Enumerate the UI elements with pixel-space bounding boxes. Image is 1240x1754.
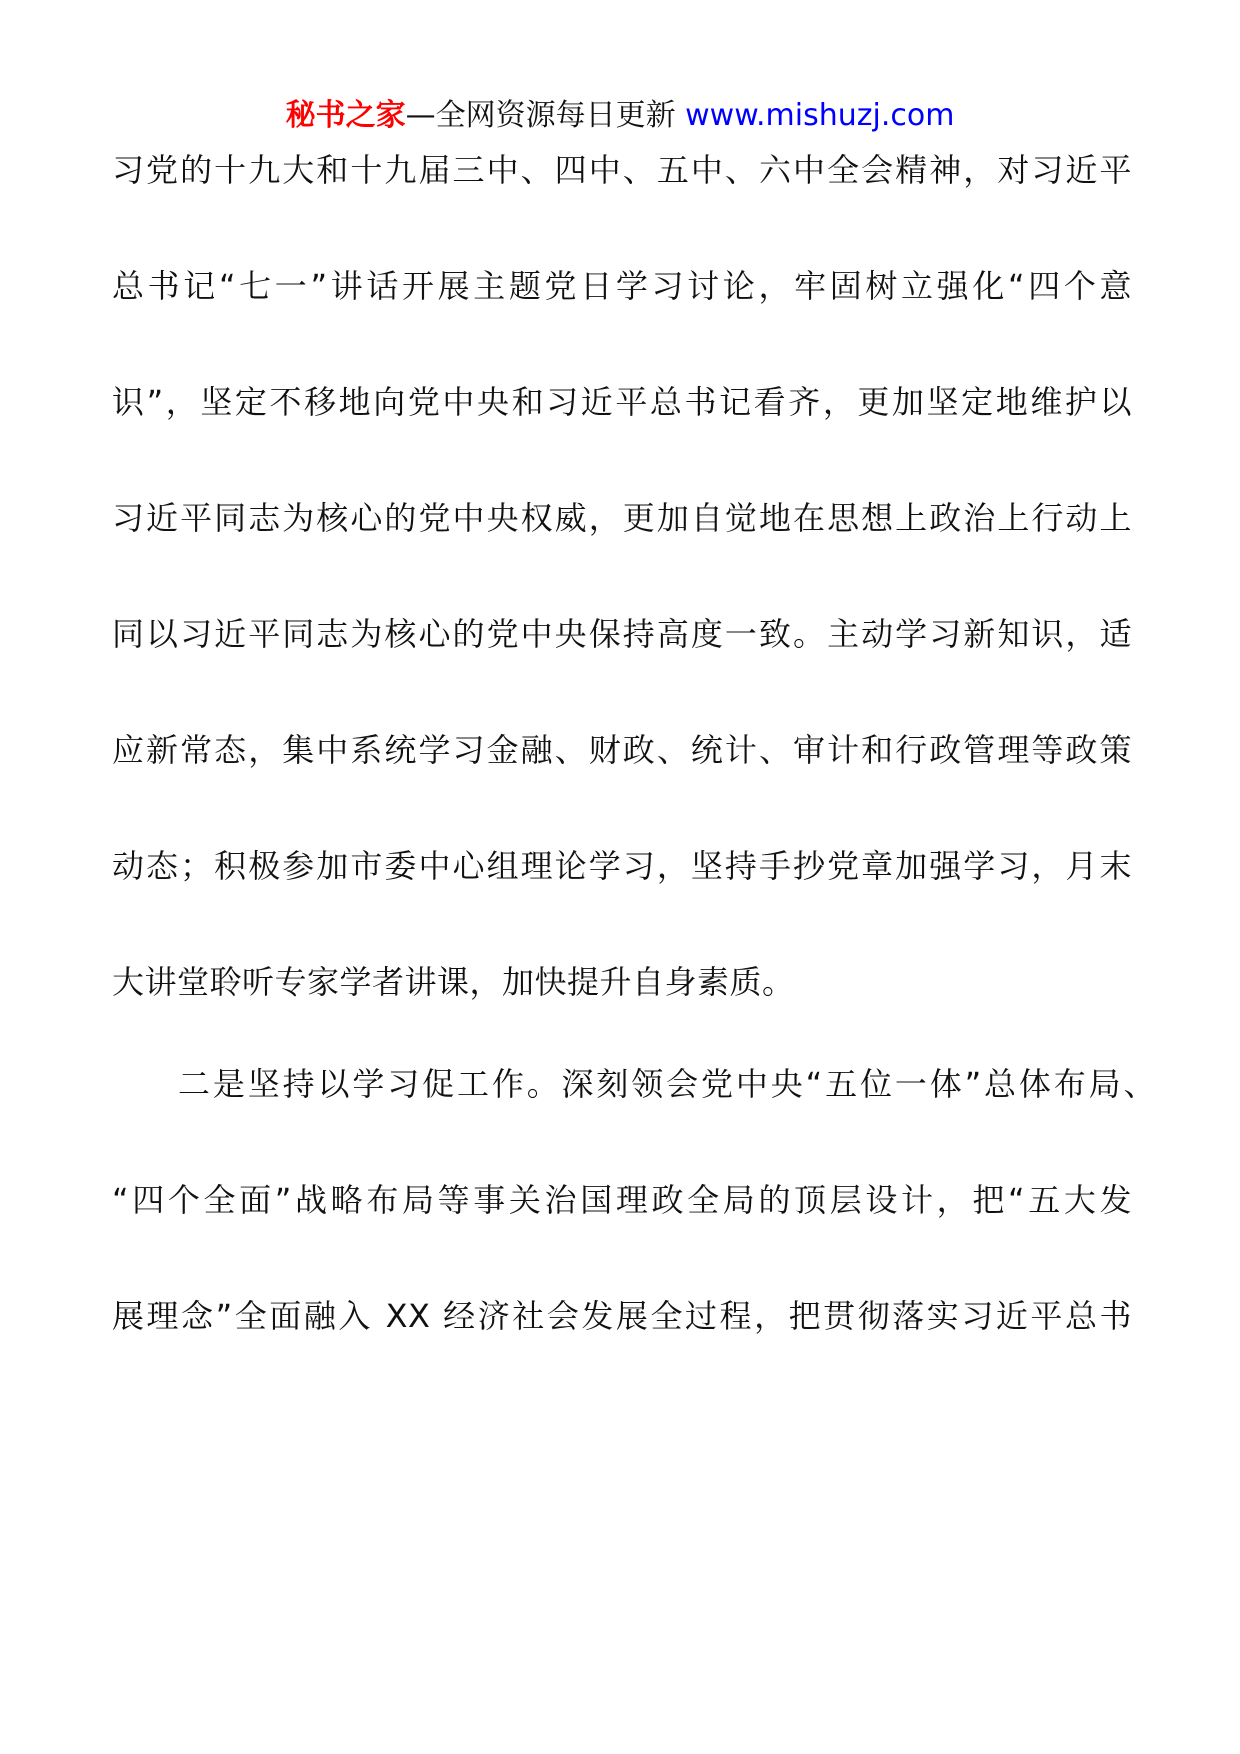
paragraph-line: 应新常态，集中系统学习金融、财政、统计、审计和行政管理等政策 [112,731,1132,769]
paragraph-line: 识”，坚定不移地向党中央和习近平总书记看齐，更加坚定地维护以 [112,383,1132,421]
paragraph-line: 展理念”全面融入 XX 经济社会发展全过程，把贯彻落实习近平总书 [112,1297,1132,1335]
header-tagline: —全网资源每日更新 [405,98,676,133]
paragraph-line: “四个全面”战略布局等事关治国理政全局的顶层设计，把“五大发 [112,1181,1132,1219]
site-url-link[interactable]: www.mishuzj.com [685,98,955,133]
paragraph-line: 大讲堂聆听专家学者讲课，加快提升自身素质。 [112,963,795,1001]
paragraph-line: 习党的十九大和十九届三中、四中、五中、六中全会精神，对习近平 [112,151,1132,189]
paragraph-line: 习近平同志为核心的党中央权威，更加自觉地在思想上政治上行动上 [112,499,1132,537]
brand-name: 秘书之家 [285,98,406,133]
site-header [0,96,1240,136]
paragraph-line: 动态；积极参加市委中心组理论学习，坚持手抄党章加强学习，月末 [112,847,1132,885]
paragraph-line: 总书记“七一”讲话开展主题党日学习讨论，牢固树立强化“四个意 [112,267,1132,305]
paragraph-line: 同以习近平同志为核心的党中央保持高度一致。主动学习新知识，适 [112,615,1132,653]
paragraph-line: 二是坚持以学习促工作。深刻领会党中央“五位一体”总体布局、 [178,1065,1156,1103]
